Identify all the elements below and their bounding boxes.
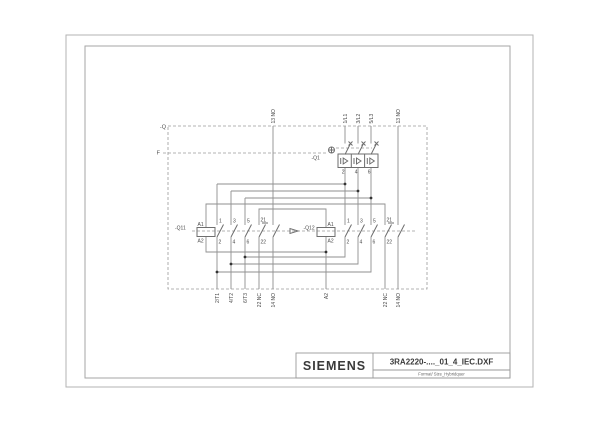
breaker-terminal-2: 2 — [341, 169, 345, 176]
contactor-q12 — [304, 218, 395, 246]
terminal-label-2t1: 2/T1 — [214, 293, 221, 304]
q12-contact-5: 5 — [373, 218, 376, 225]
bottom-terminal-labels — [215, 293, 402, 308]
terminal-label-6t3: 6/T3 — [242, 293, 249, 304]
q11-label: -Q11 — [175, 225, 186, 232]
enclosure-label: -Q — [159, 124, 166, 131]
breaker-terminal-4: 4 — [354, 169, 358, 176]
row-label: F — [156, 150, 160, 157]
manual-operator-icon — [329, 147, 335, 153]
terminal-label-a2: A2 — [323, 293, 330, 300]
page-frame — [66, 35, 533, 387]
drawing-filename: 3RA2220-...._01_4_IEC.DXF — [389, 357, 494, 367]
q12-contact-3: 3 — [360, 218, 363, 225]
q11-contact-2: 2 — [218, 239, 222, 246]
terminal-label-14no-right: 14 NO — [395, 293, 402, 308]
q12-contact-2: 2 — [346, 239, 350, 246]
q11-contact-6: 6 — [246, 239, 250, 246]
connection-wires — [206, 126, 398, 289]
q11-contact-3: 3 — [233, 218, 236, 225]
q11-contact-4: 4 — [232, 239, 236, 246]
q12-a1-label: A1 — [327, 222, 334, 228]
q12-a2-label: A2 — [327, 238, 334, 245]
overload-relay-box — [338, 154, 378, 168]
q12-coil — [317, 228, 335, 237]
terminal-label-13no-right: 13 NO — [395, 109, 402, 124]
breaker-terminal-6: 6 — [367, 169, 371, 176]
q11-a1-label: A1 — [197, 222, 204, 228]
breaker-terminal-numbers — [342, 170, 371, 176]
top-terminal-labels — [271, 109, 402, 124]
q11-contact-22: 22 — [260, 239, 267, 246]
terminal-label-22nc-right: 22 NC — [382, 293, 389, 308]
q11-contact-5: 5 — [247, 218, 250, 225]
terminal-label-3l2: 3/L2 — [355, 113, 362, 124]
q11-contact-21: 21 — [260, 217, 267, 224]
title-block — [296, 353, 510, 378]
q11-coil — [197, 228, 215, 237]
q12-contact-1: 1 — [347, 218, 350, 225]
q12-contact-4: 4 — [359, 239, 363, 246]
terminal-label-13no-left: 13 NO — [270, 109, 277, 124]
breaker-label: -Q1 — [311, 155, 320, 162]
q12-contact-6: 6 — [372, 239, 376, 246]
q11-contact-blades — [217, 223, 268, 237]
contactor-q11 — [175, 218, 268, 246]
q11-a2-label: A2 — [197, 238, 204, 245]
terminal-label-14no-left: 14 NO — [270, 293, 277, 308]
q12-contact-blades — [345, 223, 394, 237]
terminal-label-22nc-left: 22 NC — [256, 293, 263, 308]
terminal-label-5l3: 5/L3 — [368, 113, 375, 124]
terminal-label-1l1: 1/L1 — [342, 113, 349, 124]
q12-label: -Q12 — [303, 225, 315, 232]
breaker-poles — [345, 142, 379, 155]
terminal-label-4t2: 4/T2 — [228, 293, 235, 304]
format-size-note: Format/ Size_Hybridquer — [418, 371, 465, 377]
q12-contact-22: 22 — [386, 239, 393, 246]
q11-contact-1: 1 — [219, 218, 222, 225]
junction-dots — [216, 183, 373, 274]
q12-contact-21: 21 — [386, 217, 393, 224]
siemens-logo-text: SIEMENS — [302, 359, 367, 373]
